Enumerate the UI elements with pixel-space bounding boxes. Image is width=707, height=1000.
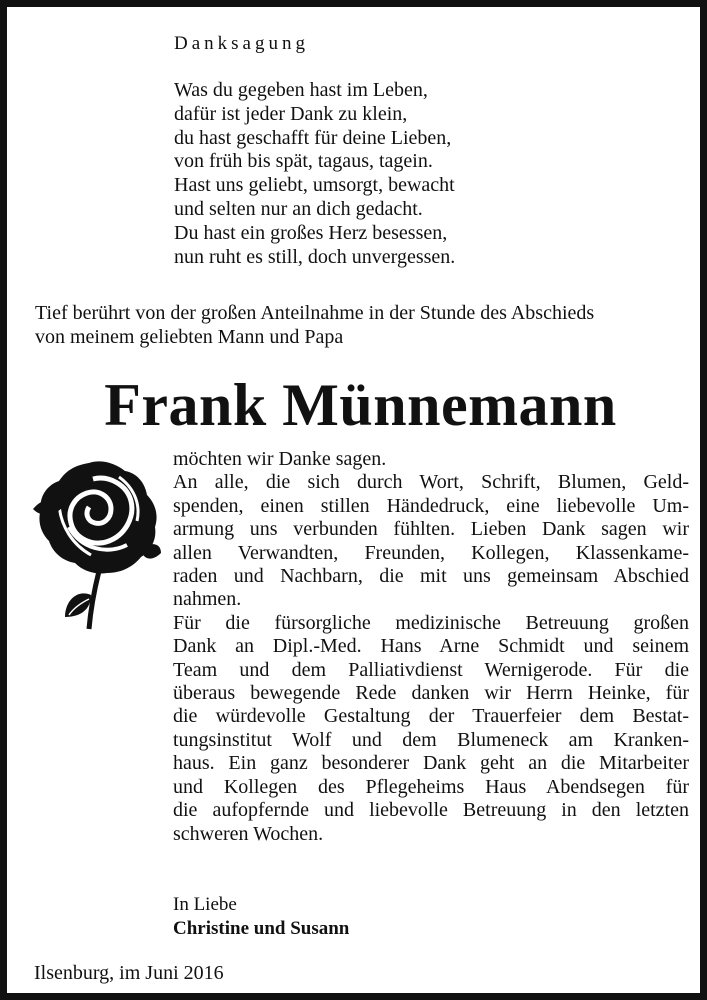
body-line: Für die fürsorgliche medizinische Betreuung großen [173,611,689,634]
poem-line: Hast uns geliebt, umsorgt, bewacht [174,174,455,197]
poem [174,79,455,269]
poem-line: nun ruht es still, doch unvergessen. [174,245,456,268]
rose-icon [29,457,161,632]
poem-line: Du hast ein großes Herz besessen, [174,221,448,244]
intro-text [35,301,594,349]
body-line: schweren Wochen. [173,822,324,845]
poem-line: Was du gegeben hast im Leben, [174,79,428,101]
body-line: An alle, die sich durch Wort, Schrift, Blumen, Geld- [173,471,689,494]
deceased-name: Frank Münnemann [104,372,617,438]
body-line: möchten wir Danke sagen. [173,448,387,470]
body-line: Team und dem Palliativdienst Wernigerode. Für die [173,658,689,681]
intro-line: Tief berührt von der großen Anteilnahme in der Stunde des Abschieds [35,302,595,324]
body-line: nahmen. [173,588,242,611]
body-line: überaus bewegende Rede danken wir Herrn Heinke, für [173,682,689,705]
heading: Danksagung [174,33,309,54]
body-line: allen Verwandten, Freunden, Kollegen, Klassenkame- [173,541,689,564]
body-line: Dank an Dipl.-Med. Hans Arne Schmidt und seinem [173,635,689,658]
closing-salutation: In Liebe [173,894,237,915]
body-line: und Kollegen des Pflegeheims Haus Abendsegen für [173,775,689,798]
body-line: raden und Nachbarn, die mit uns gemeinsam Abschied [173,565,689,588]
closing [173,893,349,941]
poem-line: du hast geschafft für deine Lieben, [174,126,452,149]
body-line: haus. Ein ganz besonderer Dank geht an die Mitarbeiter [173,752,689,775]
body-line: tungsinstitut Wolf und dem Blumeneck am Kranken- [173,728,689,751]
poem-line: dafür ist jeder Dank zu klein, [174,102,408,125]
body-line: spenden, einen stillen Händedruck, eine liebevolle Um- [173,494,689,517]
body-line: die würdevolle Gestaltung der Trauerfeier dem Bestat- [173,705,689,728]
poem-line: von früh bis spät, tagaus, tagein. [174,150,433,173]
body-text [173,448,689,846]
poem-line: und selten nur an dich gedacht. [174,197,423,220]
place-date: Ilsenburg, im Juni 2016 [34,962,224,984]
body-line: die aufopfernde und liebevolle Betreuung in den letzten [173,799,689,822]
intro-line: von meinem geliebten Mann und Papa [35,326,344,348]
body-line: armung uns verbunden fühlten. Lieben Dank sagen wir [173,518,689,541]
closing-names: Christine und Susann [173,918,350,939]
